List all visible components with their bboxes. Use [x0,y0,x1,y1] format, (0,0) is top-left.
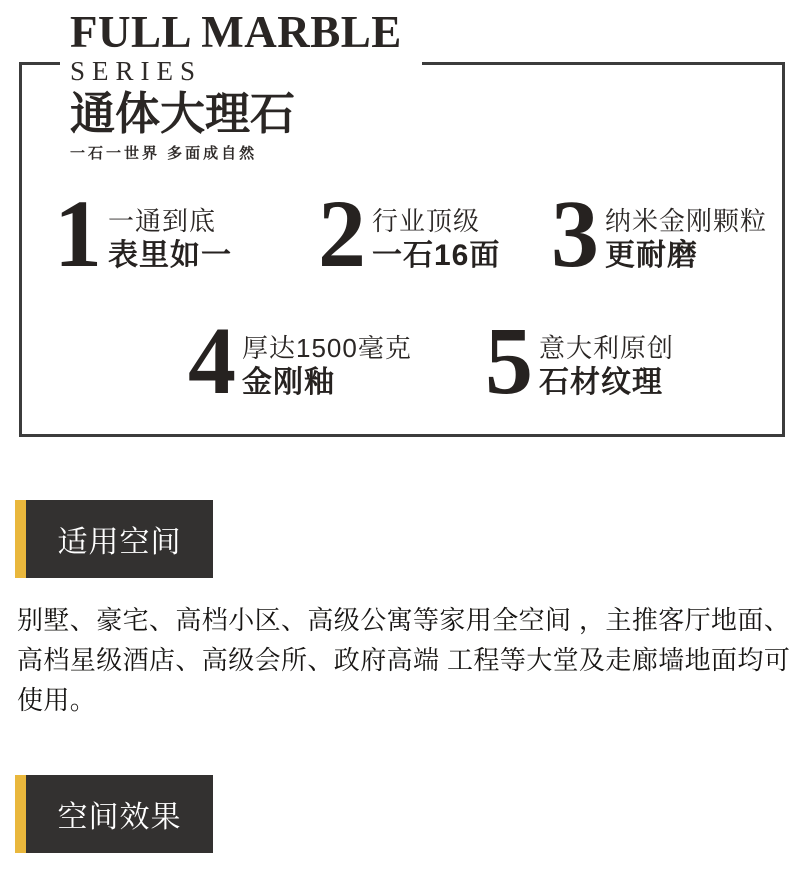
feature-line2: 石材纹理 [539,366,663,399]
brand-series-subtitle: SERIES [70,56,203,86]
feature-line2: 金刚釉 [242,366,335,399]
feature-text [108,200,232,273]
brand-title: FULL MARBLE [70,7,402,57]
product-tagline: 一石一世界 多面成自然 [70,145,258,162]
feature-item-4 [188,307,412,414]
usage-line: 别墅、豪宅、高档小区、高级公寓等家用全空间 ，主推客厅地面、 [17,605,791,635]
usage-description [17,600,793,720]
badge-label: 空间效果 [57,801,182,834]
feature-line2: 表里如一 [108,239,232,272]
feature-item-5 [485,307,675,414]
feature-text [242,327,412,400]
section-badge-usage [15,500,213,578]
feature-text [605,200,767,273]
feature-line1: 意大利原创 [539,333,675,363]
section-badge-effect [15,775,213,853]
feature-line1: 厚达1500毫克 [242,333,412,363]
feature-line2: 更耐磨 [605,239,698,272]
feature-number: 5 [485,307,533,414]
badge-label: 适用空间 [57,526,182,559]
feature-line1: 行业顶级 [372,206,481,236]
product-title: 通体大理石 [70,88,296,139]
feature-item-1 [54,180,232,287]
feature-line2: 一石16面 [372,239,501,272]
usage-line: 高档星级酒店、高级会所、政府高端 工程等大堂及走廊墙地面均可 [17,645,791,675]
feature-number: 4 [188,307,236,414]
feature-line1: 一通到底 [108,206,217,236]
feature-number: 2 [318,180,366,287]
feature-number: 1 [54,180,102,287]
feature-text [539,327,674,400]
usage-line: 使用。 [17,685,97,715]
page-header [60,0,422,168]
feature-item-2 [318,180,501,287]
feature-line1: 纳米金刚颗粒 [605,206,768,236]
feature-number: 3 [551,180,599,287]
feature-text [372,200,500,273]
feature-item-3 [551,180,768,287]
